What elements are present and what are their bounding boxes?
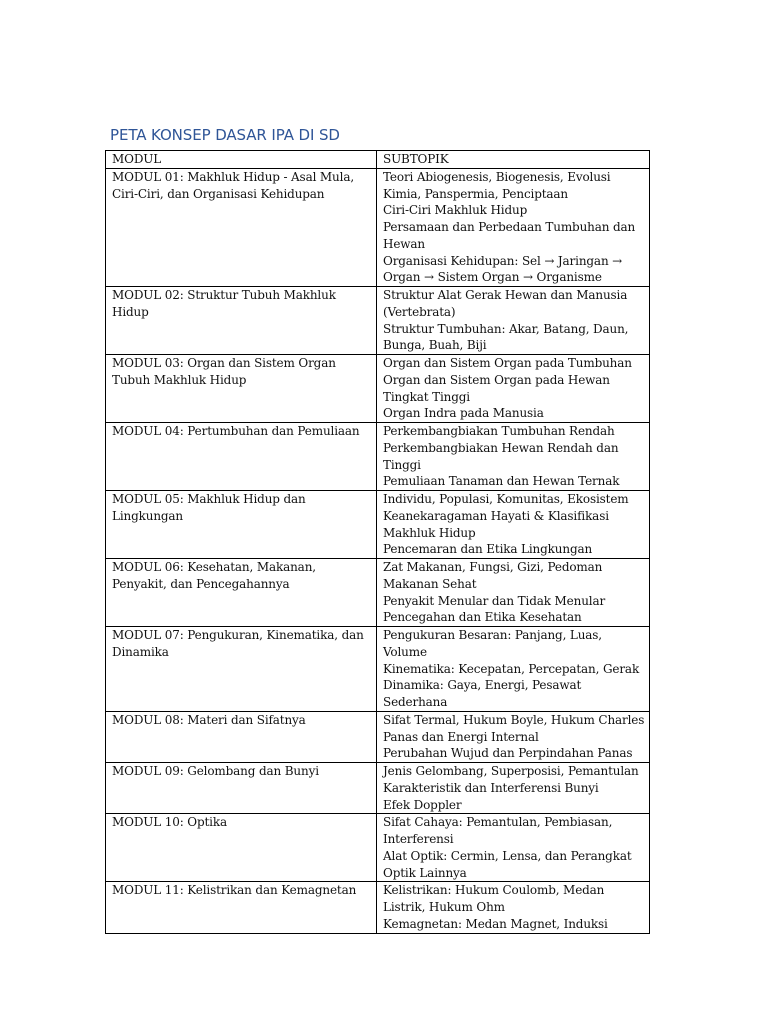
modul-cell: MODUL 10: Optika — [106, 814, 377, 882]
subtopic-item: Perkembangbiakan Hewan Rendah dan Tinggi — [383, 440, 619, 472]
subtopic-item: Organ dan Sistem Organ pada Hewan Tingkat Tinggi — [383, 372, 610, 404]
table-body — [106, 168, 650, 933]
modul-cell: MODUL 03: Organ dan Sistem Organ Tubuh Makhluk Hidup — [106, 355, 377, 423]
subtopik-cell — [377, 423, 650, 491]
subtopic-item: Karakteristik dan Interferensi Bunyi — [383, 780, 599, 795]
subtopik-cell — [377, 491, 650, 559]
table-row — [106, 814, 650, 882]
modul-cell: MODUL 04: Pertumbuhan dan Pemuliaan — [106, 423, 377, 491]
subtopic-item: Pemuliaan Tanaman dan Hewan Ternak — [383, 474, 620, 489]
subtopic-item: Efek Doppler — [383, 797, 462, 812]
table-row — [106, 627, 650, 712]
subtopic-item: Dinamika: Gaya, Energi, Pesawat Sederhana — [383, 678, 582, 709]
subtopic-item: Persamaan dan Perbedaan Tumbuhan dan Hewan — [383, 220, 636, 251]
modul-cell: MODUL 01: Makhluk Hidup - Asal Mula, Ciri-Ciri, dan Organisasi Kehidupan — [106, 168, 377, 286]
subtopik-cell — [377, 355, 650, 423]
header-subtopik: SUBTOPIK — [377, 151, 650, 169]
modul-cell: MODUL 06: Kesehatan, Makanan, Penyakit, dan Pencegahannya — [106, 559, 377, 627]
table-row — [106, 559, 650, 627]
document-title: PETA KONSEP DASAR IPA DI SD — [110, 126, 340, 144]
modul-cell: MODUL 07: Pengukuran, Kinematika, dan Dinamika — [106, 627, 377, 712]
subtopic-item: Pengukuran Besaran: Panjang, Luas, Volume — [383, 628, 602, 659]
subtopik-cell — [377, 814, 650, 882]
table-header-row — [106, 151, 650, 169]
subtopic-item: Ciri-Ciri Makhluk Hidup — [383, 203, 528, 218]
subtopic-item: Organisasi Kehidupan: Sel → Jaringan → Organ → Sistem Organ → Organisme — [383, 253, 623, 285]
table-row — [106, 168, 650, 286]
modul-cell: MODUL 08: Materi dan Sifatnya — [106, 711, 377, 762]
header-modul: MODUL — [106, 151, 377, 169]
subtopic-item: Struktur Tumbuhan: Akar, Batang, Daun, Bunga, Buah, Biji — [383, 321, 629, 353]
table-row — [106, 491, 650, 559]
subtopik-cell — [377, 168, 650, 286]
subtopic-item: Individu, Populasi, Komunitas, Ekosistem — [383, 492, 629, 506]
table-row — [106, 423, 650, 491]
table-row — [106, 882, 650, 933]
subtopic-item: Zat Makanan, Fungsi, Gizi, Pedoman Makanan Sehat — [383, 560, 603, 591]
modul-cell: MODUL 02: Struktur Tubuh Makhluk Hidup — [106, 287, 377, 355]
modul-cell: MODUL 05: Makhluk Hidup dan Lingkungan — [106, 491, 377, 559]
subtopic-item: Alat Optik: Cermin, Lensa, dan Perangkat Optik Lainnya — [383, 848, 632, 880]
subtopic-item: Perkembangbiakan Tumbuhan Rendah — [383, 424, 615, 438]
subtopik-cell — [377, 627, 650, 712]
subtopic-item: Kelistrikan: Hukum Coulomb, Medan Listrik, Hukum Ohm — [383, 883, 605, 914]
subtopic-item: Penyakit Menular dan Tidak Menular — [383, 593, 606, 608]
subtopic-item: Struktur Alat Gerak Hewan dan Manusia (Vertebrata) — [383, 288, 628, 319]
subtopic-item: Organ Indra pada Manusia — [383, 406, 544, 421]
subtopik-cell — [377, 763, 650, 814]
subtopic-item: Pencegahan dan Etika Kesehatan — [383, 610, 582, 625]
subtopik-cell — [377, 882, 650, 933]
subtopic-item: Panas dan Energi Internal — [383, 729, 539, 744]
subtopic-item: Keanekaragaman Hayati & Klasifikasi Makhluk Hidup — [383, 508, 609, 540]
subtopik-cell — [377, 287, 650, 355]
modul-cell: MODUL 11: Kelistrikan dan Kemagnetan — [106, 882, 377, 933]
subtopic-item: Organ dan Sistem Organ pada Tumbuhan — [383, 356, 632, 370]
subtopic-item: Sifat Cahaya: Pemantulan, Pembiasan, Interferensi — [383, 815, 613, 846]
subtopic-item: Sifat Termal, Hukum Boyle, Hukum Charles — [383, 712, 645, 727]
subtopic-item: Jenis Gelombang, Superposisi, Pemantulan — [383, 764, 639, 778]
subtopic-item: Perubahan Wujud dan Perpindahan Panas — [383, 746, 633, 761]
subtopic-item: Kemagnetan: Medan Magnet, Induksi — [383, 916, 608, 931]
table-row — [106, 711, 650, 762]
subtopic-item: Kinematika: Kecepatan, Percepatan, Gerak — [383, 661, 640, 676]
table-row — [106, 355, 650, 423]
subtopic-item: Pencemaran dan Etika Lingkungan — [383, 542, 593, 557]
subtopic-item: Teori Abiogenesis, Biogenesis, Evolusi Kimia, Panspermia, Penciptaan — [383, 169, 611, 201]
table-row — [106, 763, 650, 814]
modul-cell: MODUL 09: Gelombang dan Bunyi — [106, 763, 377, 814]
table-row — [106, 287, 650, 355]
subtopik-cell — [377, 711, 650, 762]
concept-map-table — [105, 150, 650, 934]
subtopik-cell — [377, 559, 650, 627]
